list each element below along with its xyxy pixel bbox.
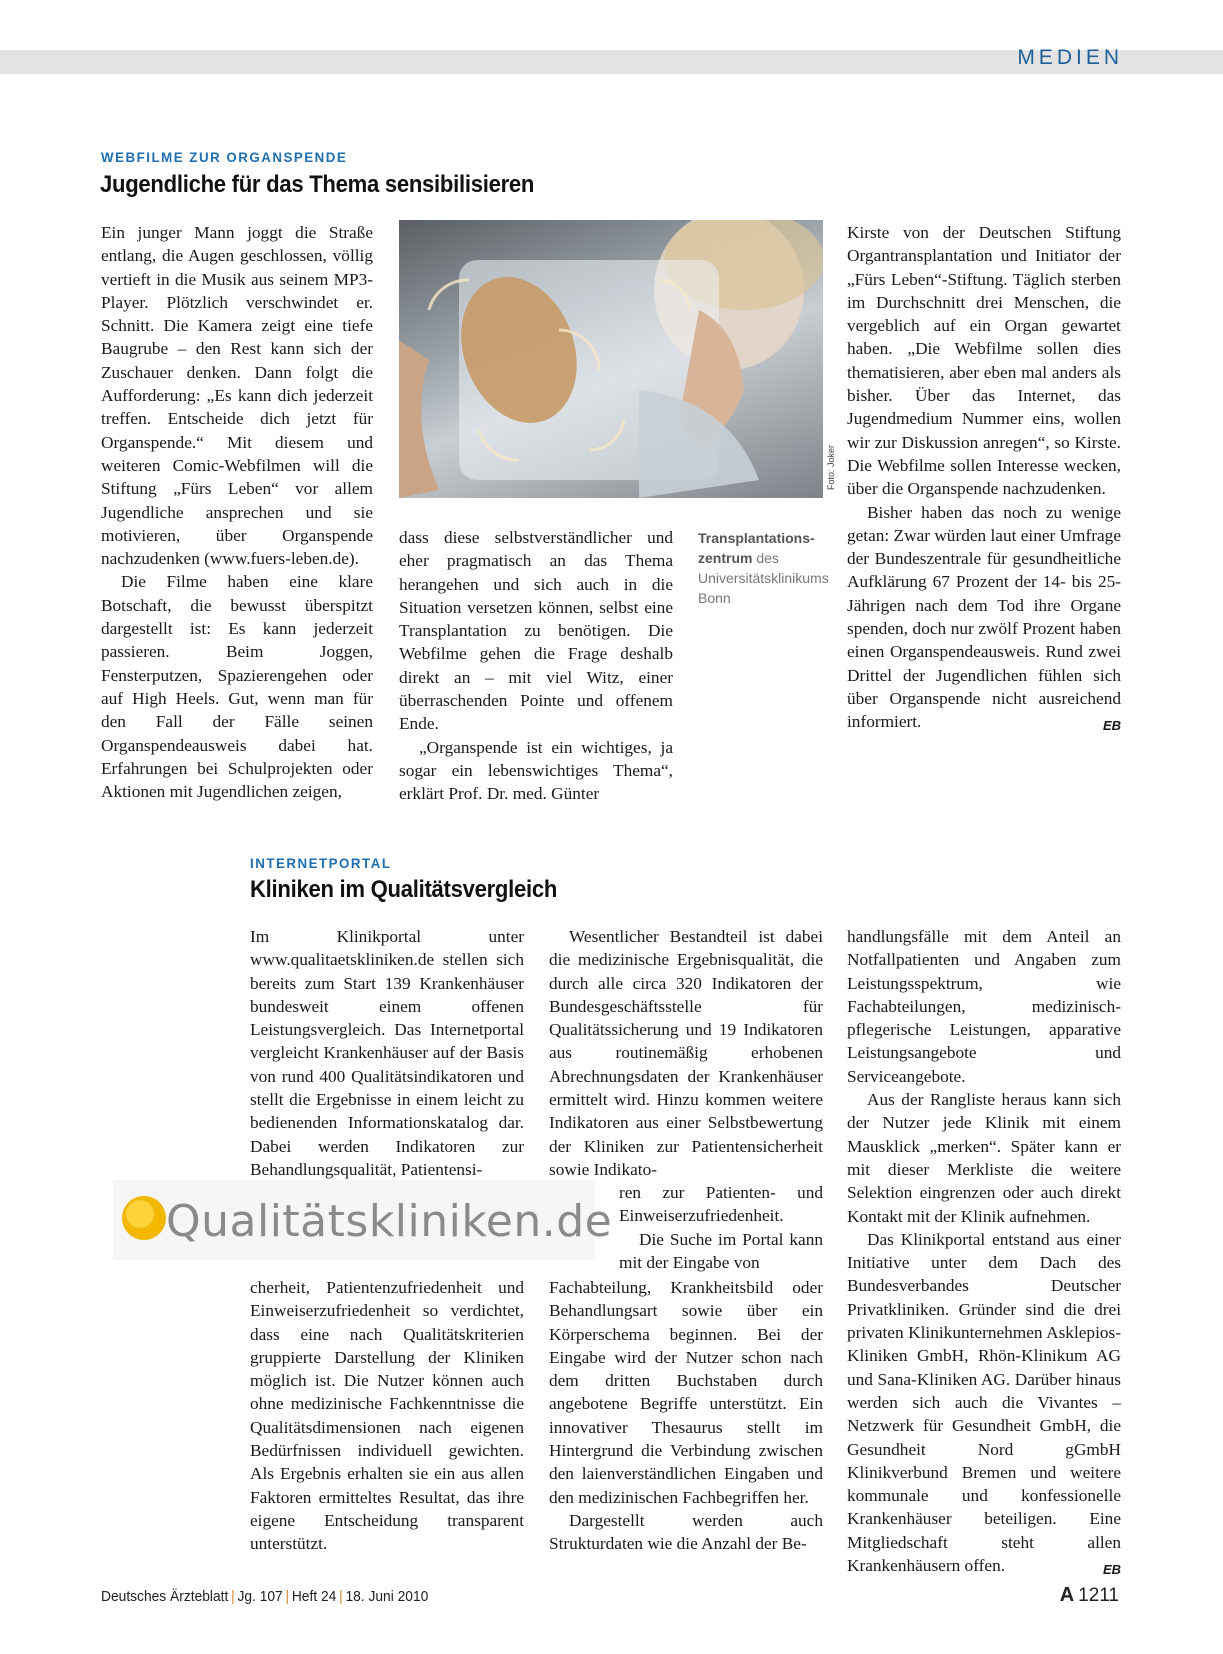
paragraph: dass diese selbstverständlicher und eher pragmatisch an das Thema herangehen und sich auch in die Situation versetzen können, selbst eine Transplantation zu benötigen. Die Webfilme gehen die Frage deshalb direkt an – mit viel Witz, einer überraschenden Pointe und offenem Ende. bbox=[399, 528, 673, 734]
author-signature: EB bbox=[1102, 718, 1121, 734]
paragraph bbox=[847, 1228, 1121, 1577]
paragraph: ren zur Patienten- und Einweiserzufriedenheit. bbox=[619, 1183, 823, 1226]
photo-illustration bbox=[399, 220, 823, 498]
paragraph: Ein junger Mann joggt die Straße entlang, die Augen geschlossen, völlig vertieft in die Musik aus seinem MP3-Player. Plötzlich verschwindet er. Schnitt. Die Kamera zeigt eine tiefe Baugrube – den Rest kann sich der Zuschauer denken. Dann folgt die Aufforderung: „Es kann dich jederzeit treffen. Entscheide dich jetzt für Organspende.“ Mit diesem und weiteren Comic-Webfilmen will die Stiftung „Fürs Leben“ vor allem Jugendliche ansprechen und sie motivieren, über Organspende nachzudenken (www.fuers-leben.de). bbox=[101, 223, 373, 569]
article2-title: Kliniken im Qualitätsvergleich bbox=[250, 876, 558, 903]
page-number bbox=[1060, 1584, 1119, 1607]
section-label: MEDIEN bbox=[1017, 46, 1123, 69]
photo-credit: Foto: Joker bbox=[826, 444, 836, 490]
photo-caption bbox=[698, 528, 829, 608]
page-prefix: A bbox=[1059, 1584, 1075, 1606]
article1-column-2 bbox=[399, 526, 673, 806]
paragraph: Die Suche im Portal kann mit der Eingabe von bbox=[619, 1229, 823, 1272]
logo-wordmark: Qualitätskliniken.de bbox=[166, 1196, 613, 1247]
article2-column-1-bottom bbox=[250, 1276, 524, 1556]
issue-date: 18. Juni 2010 bbox=[345, 1588, 429, 1605]
author-signature: EB bbox=[1102, 1562, 1121, 1578]
article-photo bbox=[399, 220, 823, 498]
paragraph: Fachabteilung, Krankheitsbild oder Behandlungsart sowie über ein Körperschema beginnen. Bei der Eingabe wird der Nutzer schon nach dem dritten Buchstaben durch angebotene Begriffe unterstützt. Ein innovativer Thesaurus stellt im Hintergrund die Verbindung zwischen den laienverständlichen Eingaben und den medizinischen Fachbegriffen her. bbox=[549, 1278, 823, 1507]
article2-column-2-bottom bbox=[549, 1276, 823, 1556]
paragraph: handlungsfälle mit dem Anteil an Notfallpatienten und Angaben zum Leistungsspektrum, wie Fachabteilungen, medizinisch-pflegerische Leistungen, apparative Leistungsangebote und Serviceangebote. bbox=[847, 927, 1121, 1086]
article1-column-1 bbox=[101, 221, 373, 803]
paragraph-text: Bisher haben das noch zu wenige getan: Zwar würden laut einer Umfrage der Bundeszentrale für gesundheitliche Aufklärung 67 Prozent der 14- bis 25-Jährigen nach dem Tod ihre Organe spenden, doch nur zwölf Prozent haben einen Organspendeausweis. Rund zwei Drittel der Jugendlichen fühlen sich über Organspende nicht ausreichend informiert. bbox=[847, 502, 1121, 732]
article1-column-3 bbox=[847, 221, 1121, 738]
paragraph: Die Filme haben eine klare Botschaft, die bewusst überspitzt dargestellt ist: Es kann jederzeit passieren. Beim Joggen, Fensterputzen, Spazierengehen oder auf High Heels. Gut, wenn man für den Fall der Fälle seinen Organspendeausweis dabei hat. Erfahrungen bei Schulprojekten oder Aktionen mit Jugendlichen zeigen, bbox=[101, 572, 373, 802]
caption-text: des Universitätsklinikums Bonn bbox=[698, 550, 829, 606]
article1-kicker: WEBFILME ZUR ORGANSPENDE bbox=[101, 149, 348, 165]
paragraph-text: Das Klinikportal entstand aus einer Initiative unter dem Dach des Bundesverbandes Deutscher Privatkliniken. Gründer sind die drei privaten Klinikunternehmen Asklepios-Kliniken GmbH, Rhön-Klinikum AG und Sana-Kliniken AG. Darüber hinaus werden sich auch die Vivantes – Netzwerk für Gesundheit GmbH, die Gesundheit Nord gGmbH Klinikverbund Bremen und weitere kommunale und konfessionelle Krankenhäuser beteiligen. Eine Mitgliedschaft steht allen Krankenhäusern offen. bbox=[847, 1229, 1121, 1576]
volume: Jg. 107 bbox=[237, 1588, 283, 1605]
article2-column-2-narrow bbox=[619, 1181, 823, 1274]
page-number-value: 1211 bbox=[1078, 1585, 1119, 1606]
journal-name: Deutsches Ärzteblatt bbox=[101, 1588, 229, 1605]
article1-title: Jugendliche für das Thema sensibilisieren bbox=[100, 171, 535, 198]
paragraph: Im Klinikportal unter www.qualitaetskliniken.de stellen sich bereits zum Start 139 Krankenhäuser bundesweit einem offenen Leistungsvergleich. Das Internetportal vergleicht Krankenhäuser auf der Basis von rund 400 Qualitätsindikatoren und stellt die Ergebnisse in einem leicht zu bedienenden Informationskatalog dar. Dabei werden Indikatoren zur Behandlungsqualität, Patientensi- bbox=[250, 927, 524, 1179]
paragraph: Dargestellt werden auch Strukturdaten wie die Anzahl der Be- bbox=[549, 1510, 823, 1554]
issue: Heft 24 bbox=[291, 1588, 337, 1605]
paragraph: cherheit, Patientenzufriedenheit und Einweiserzufriedenheit so verdichtet, dass eine nach Qualitätskriterien gruppierte Darstellung der Kliniken möglich ist. Die Nutzer können auch ohne medizinische Fachkenntnisse die Qualitätsdimensionen nach eigenen Bedürfnissen individuell gewichten. Als Ergebnis erhalten sie ein aus allen Faktoren ermitteltes Resultat, das ihre eigene Entscheidung transparent unterstützt. bbox=[250, 1278, 524, 1554]
paragraph bbox=[847, 501, 1121, 734]
footer-citation: Deutsches Ärzteblatt | Jg. 107 | Heft 24 | 18. Juni 2010 bbox=[101, 1588, 429, 1605]
paragraph: Kirste von der Deutschen Stiftung Organtransplantation und Initiator der „Fürs Leben“-Stiftung. Täglich sterben im Durchschnitt drei Menschen, die vergeblich auf ein Organ gewartet haben. „Die Webfilme sollen dies thematisieren, aber eben mal anders als bisher. Über das Internet, das Jugendmedium Nummer eins, wollen wir zur Diskussion anregen“, so Kirste. Die Webfilme sollen Interesse wecken, über die Organspende nachzudenken. bbox=[847, 223, 1121, 499]
article2-column-3 bbox=[847, 925, 1121, 1581]
caption-bold: Transplantationszentrum bbox=[698, 530, 815, 566]
paragraph: Wesentlicher Bestandteil ist dabei die medizinische Ergebnisqualität, die durch alle circa 320 Indikatoren der Bundesgeschäftsstelle für Qualitätssicherung und 19 Indikatoren aus routinemäßig erhobenen Abrechnungsdaten der Krankenhäuser ermittelt wird. Hinzu kommen weitere Indikatoren aus einer Selbstbewertung der Kliniken zur Patientensicherheit sowie Indikato- bbox=[549, 927, 823, 1179]
article2-column-2-top bbox=[549, 925, 823, 1181]
paragraph: Aus der Rangliste heraus kann sich der Nutzer jede Klinik mit einem Mausklick „merken“. Später kann er mit dieser Merkliste die weitere Selektion eingrenzen oder auch direkt Kontakt mit der Klinik aufnehmen. bbox=[847, 1090, 1121, 1226]
article2-kicker: INTERNETPORTAL bbox=[250, 855, 392, 871]
paragraph: „Organspende ist ein wichtiges, ja sogar ein lebenswichtiges Thema“, erklärt Prof. Dr. med. Günter bbox=[399, 737, 673, 804]
article2-column-1-top bbox=[250, 925, 524, 1181]
